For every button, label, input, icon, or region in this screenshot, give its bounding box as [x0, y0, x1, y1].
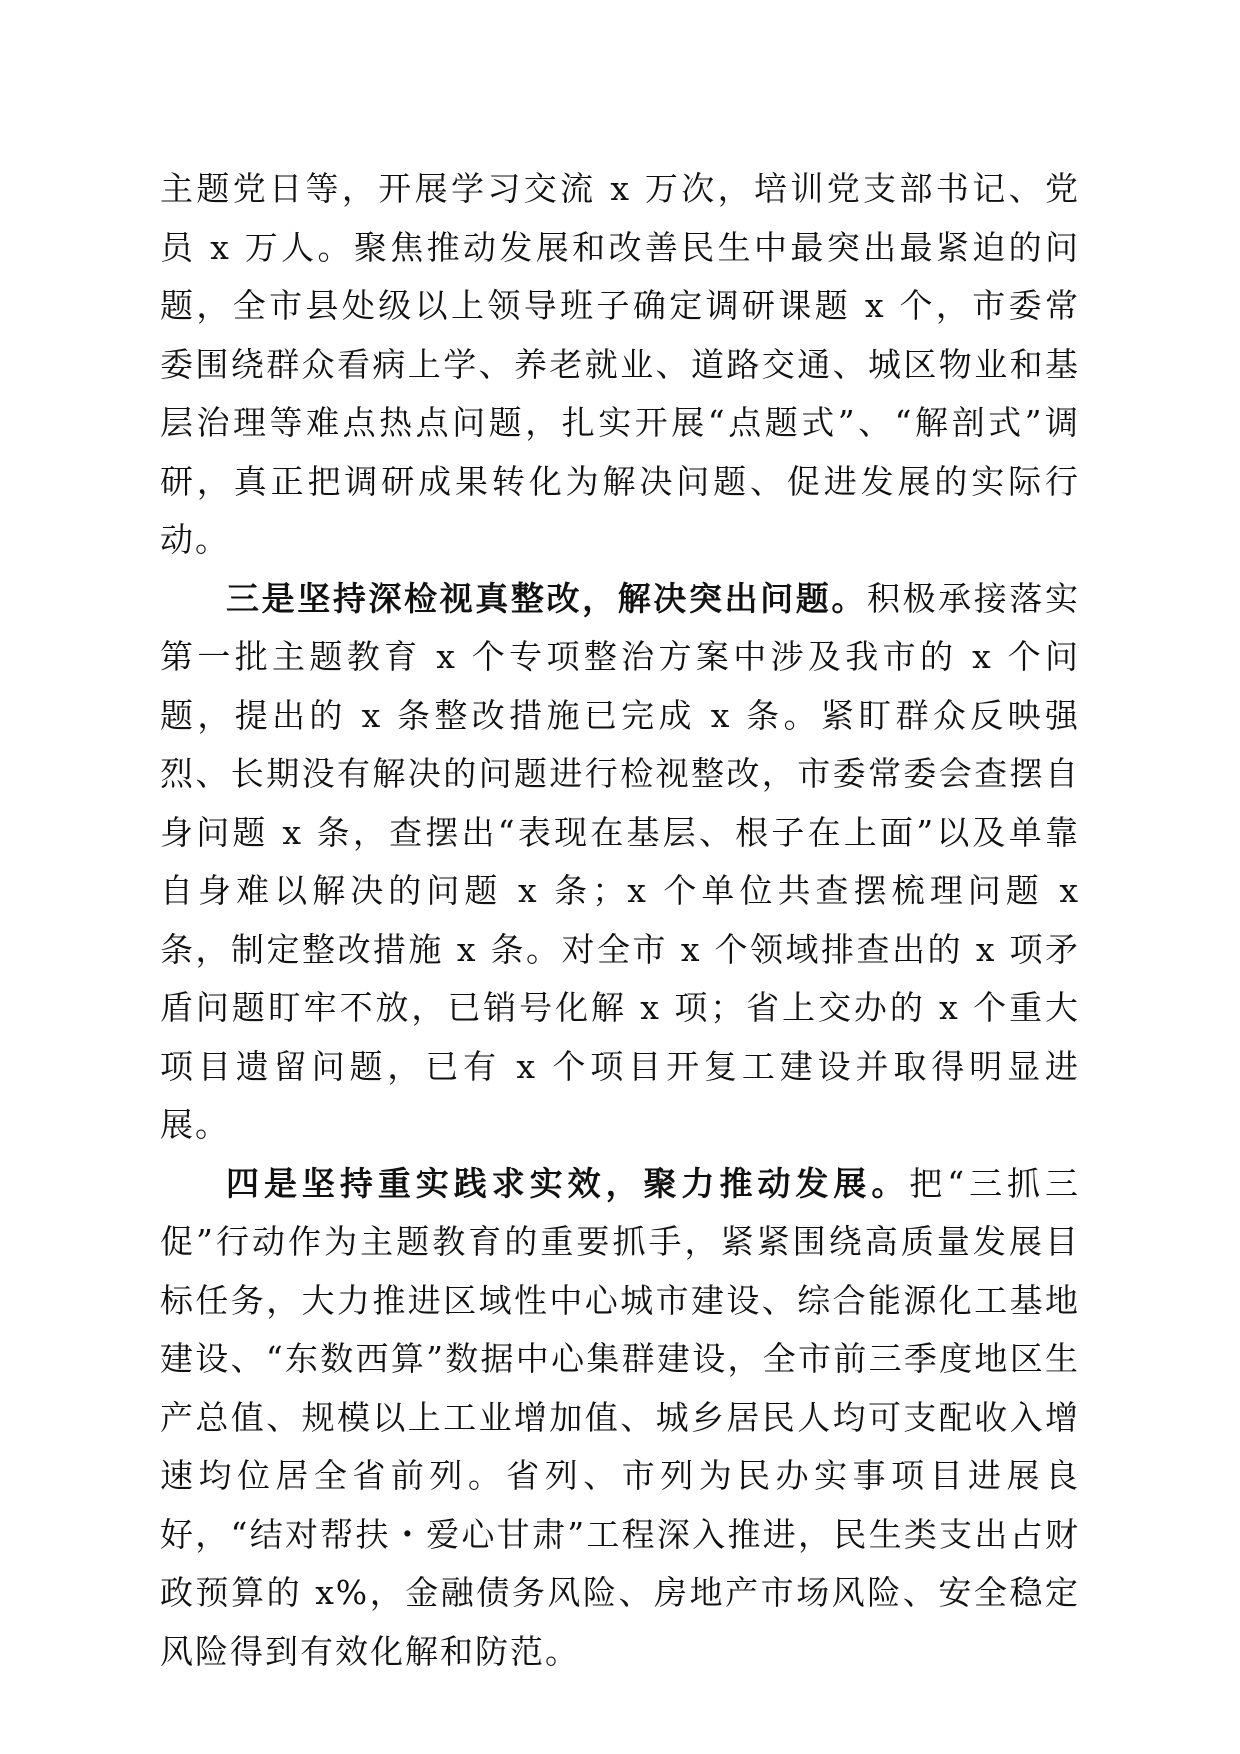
paragraph-section-three — [160, 570, 1080, 1155]
paragraph-body: 把“三抓三促”行动作为主题教育的重要抓手，紧紧围绕高质量发展目标任务，大力推进区域性中心城市建设、综合能源化工基地建设、“东数西算”数据中心集群建设，全市前三季度地区生产总值、规模以上工业增加值、城乡居民人均可支配收入增速均位居全省前列。省列、市列为民办实事项目进展良好，“结对帮扶・爱心甘肃”工程深入推进，民生类支出占财政预算的 x%，金融债务风险、房地产市场风险、安全稳定风险得到有效化解和防范。 — [160, 1163, 1081, 1671]
paragraph-body: 积极承接落实第一批主题教育 x 个专项整治方案中涉及我市的 x 个问题，提出的 x 条整改措施已完成 x 条。紧盯群众反映强烈、长期没有解决的问题进行检视整改，市委常委会查摆自身问题 x 条，查摆出“表现在基层、根子在上面”以及单靠自身难以解决的问题 x 条；x 个单位共查摆梳理问题 x 条，制定整改措施 x 条。对全市 x 个领域排查出的 x 项矛盾问题盯牢不放，已销号化解 x 项；省上交办的 x 个重大项目遗留问题，已有 x 个项目开复工建设并取得明显进展。 — [160, 578, 1081, 1144]
paragraph-continued — [160, 160, 1080, 570]
paragraph-heading: 四是坚持重实践求实效，聚力推动发展。 — [226, 1163, 910, 1203]
paragraph-section-four — [160, 1155, 1080, 1682]
document-page — [160, 160, 1080, 1681]
paragraph-body: 主题党日等，开展学习交流 x 万次，培训党支部书记、党员 x 万人。聚焦推动发展和改善民生中最突出最紧迫的问题，全市县处级以上领导班子确定调研课题 x 个，市委常委围绕群众看病上学、养老就业、道路交通、城区物业和基层治理等难点热点问题，扎实开展“点题式”、“解剖式”调研，真正把调研成果转化为解决问题、促进发展的实际行动。 — [160, 169, 1080, 559]
paragraph-heading: 三是坚持深检视真整改，解决突出问题。 — [226, 578, 867, 618]
